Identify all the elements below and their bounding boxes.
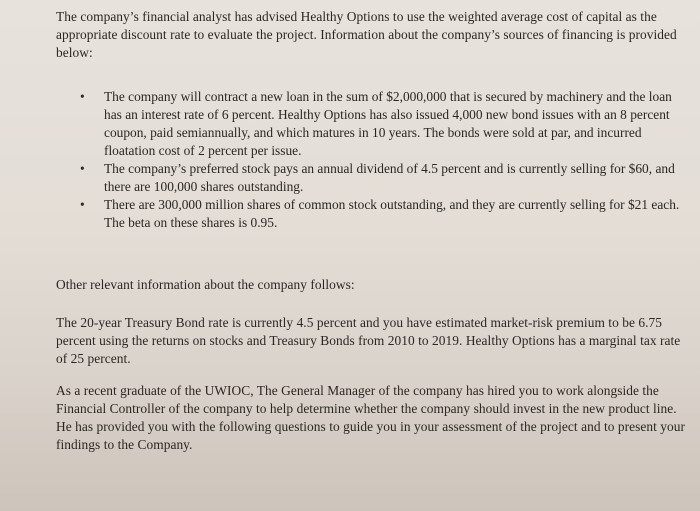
list-item-loan-bonds [70, 88, 682, 160]
financing-sources-list [70, 88, 682, 232]
bullet-icon: • [80, 197, 85, 212]
intro-paragraph: The company’s financial analyst has advised Healthy Options to use the weighted average cost of capital as the appropriate discount rate to evaluate the project. Information about the company’s sources of financing is provided below: [56, 9, 677, 60]
list-item-text: There are 300,000 million shares of common stock outstanding, and they are currently selling for $21 each. The beta on these shares is 0.95. [104, 197, 680, 230]
treasury-paragraph: The 20-year Treasury Bond rate is currently 4.5 percent and you have estimated market-risk premium to be 6.75 percent using the returns on stocks and Treasury Bonds from 2010 to 2019. Healthy Options has a marginal tax rate of 25 percent. [56, 315, 681, 366]
list-item-common-stock [70, 196, 682, 232]
bullet-icon: • [80, 89, 85, 104]
bullet-icon: • [80, 161, 85, 176]
list-item-text: The company will contract a new loan in the sum of $2,000,000 that is secured by machinery and the loan has an interest rate of 6 percent. Healthy Options has also issued 4,000 new bond issues with an 8 percent coupon, paid semiannually, and which matures in 10 years. The bonds were sold at par, and incurred floatation cost of 2 percent per issue. [104, 89, 672, 158]
other-info-heading: Other relevant information about the company follows: [56, 277, 355, 292]
graduate-paragraph: As a recent graduate of the UWIOC, The General Manager of the company has hired you to work alongside the Financial Controller of the company to help determine whether the company should invest in the new product line. He has provided you with the following questions to guide you in your assessment of the project and to present your findings to the Company. [56, 383, 686, 452]
list-item-text: The company’s preferred stock pays an annual dividend of 4.5 percent and is currently selling for $60, and there are 100,000 shares outstanding. [104, 161, 675, 194]
list-item-preferred-stock [70, 160, 682, 196]
